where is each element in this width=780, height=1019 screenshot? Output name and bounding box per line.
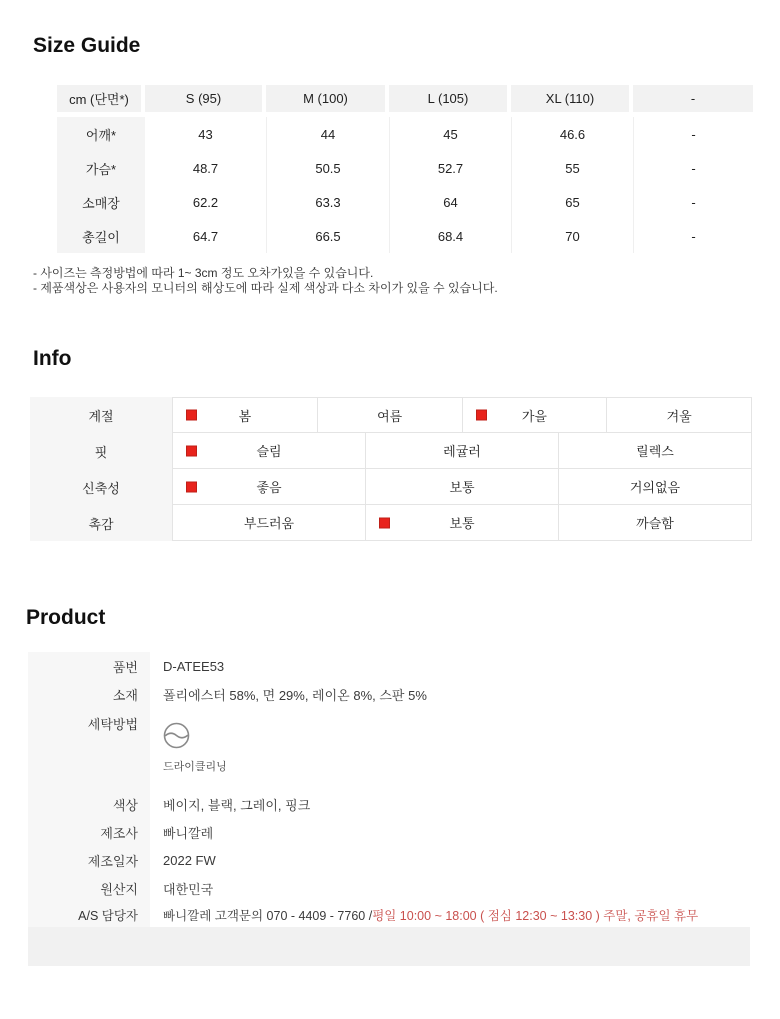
table-row	[57, 117, 753, 151]
product-row	[28, 818, 750, 846]
row-label-cell: 총길이	[57, 219, 145, 253]
product-row	[28, 790, 750, 818]
selected-marker-icon	[379, 517, 390, 528]
product-value-text: 빠니깔레	[163, 825, 214, 841]
info-option-label: 레귤러	[443, 444, 481, 459]
value-cell: 46.6	[511, 117, 633, 151]
info-option-cell	[366, 433, 559, 469]
info-row-label: 신축성	[30, 469, 172, 505]
value-cell: 65	[511, 185, 633, 219]
header-cell: -	[633, 85, 753, 112]
info-option-label: 거의없음	[629, 480, 681, 495]
info-option-label: 부드러움	[243, 516, 295, 531]
info-option-cell	[172, 469, 366, 505]
info-option-label: 좋음	[256, 480, 282, 495]
product-row-label: 원산지	[28, 874, 150, 902]
product-row-value	[163, 846, 216, 874]
product-row-label: 색상	[28, 790, 150, 818]
product-value-text: 빠니깔레 고객문의 070 - 4409 - 7760 /	[163, 909, 373, 923]
info-option-label: 슬림	[256, 444, 282, 459]
value-cell: 66.5	[266, 219, 389, 253]
product-value-text: 대한민국	[163, 881, 214, 897]
info-option-label: 까슬함	[636, 516, 674, 531]
value-cell: 55	[511, 151, 633, 185]
info-option-cell	[463, 397, 608, 433]
value-cell: 70	[511, 219, 633, 253]
value-cell: 68.4	[389, 219, 511, 253]
selected-marker-icon	[186, 445, 197, 456]
header-cell: XL (110)	[511, 85, 633, 112]
product-row-label: A/S 담당자	[28, 902, 150, 928]
table-row	[57, 151, 753, 185]
info-row-label: 계절	[30, 397, 172, 433]
product-value-text: 베이지, 블랙, 그레이, 핑크	[163, 797, 311, 813]
table-row	[57, 185, 753, 219]
product-table	[28, 652, 750, 928]
info-row	[30, 505, 752, 541]
header-cell: cm (단면*)	[57, 85, 145, 112]
product-row	[28, 652, 750, 680]
selected-marker-icon	[186, 410, 197, 421]
info-option-label: 보통	[449, 480, 475, 495]
product-value-text: D-ATEE53	[163, 658, 225, 674]
product-value-text: 폴리에스터 58%, 면 29%, 레이온 8%, 스판 5%	[163, 687, 427, 703]
header-cell: S (95)	[145, 85, 266, 112]
product-row-label: 제조사	[28, 818, 150, 846]
product-row-value	[163, 708, 227, 790]
value-cell: -	[633, 185, 753, 219]
info-title: Info	[33, 347, 72, 370]
product-row-label: 제조일자	[28, 846, 150, 874]
table-row	[57, 219, 753, 253]
selected-marker-icon	[476, 410, 487, 421]
header-cell: L (105)	[389, 85, 511, 112]
info-option-label: 릴렉스	[636, 444, 674, 459]
product-title: Product	[26, 606, 106, 629]
info-option-label: 여름	[377, 408, 403, 424]
value-cell: 45	[389, 117, 511, 151]
info-option-cell	[318, 397, 463, 433]
value-cell: 64	[389, 185, 511, 219]
row-label-cell: 어깨*	[57, 117, 145, 151]
info-option-cell	[172, 433, 366, 469]
info-row	[30, 397, 752, 433]
info-option-label: 보통	[449, 516, 475, 531]
dry-clean-caption: 드라이클리닝	[163, 761, 227, 773]
info-option-cell	[559, 469, 752, 505]
info-option-label: 봄	[238, 408, 252, 424]
dry-clean-icon	[163, 722, 190, 752]
footer-band	[28, 927, 750, 966]
header-cell: M (100)	[266, 85, 389, 112]
info-option-label: 겨울	[666, 408, 692, 424]
info-option-cell	[366, 505, 559, 541]
product-row	[28, 874, 750, 902]
value-cell: 50.5	[266, 151, 389, 185]
value-cell: 63.3	[266, 185, 389, 219]
value-cell: -	[633, 151, 753, 185]
product-row-value	[163, 874, 213, 902]
value-cell: 48.7	[192, 160, 219, 176]
product-row	[28, 680, 750, 708]
size-note: - 제품색상은 사용자의 모니터의 해상도에 따라 실제 색상과 다소 차이가 있을 수 있습니다.	[33, 281, 498, 295]
selected-marker-icon	[186, 481, 197, 492]
product-row-value	[163, 652, 224, 680]
value-cell: 44	[266, 117, 389, 151]
info-row	[30, 469, 752, 505]
product-row-label: 품번	[28, 652, 150, 680]
info-table	[30, 397, 752, 541]
size-guide-title: Size Guide	[33, 34, 141, 57]
size-guide-notes	[33, 266, 498, 296]
product-row	[28, 846, 750, 874]
info-row	[30, 433, 752, 469]
product-row-label: 세탁방법	[28, 708, 150, 790]
row-label-cell: 소매장	[57, 185, 145, 219]
product-row-value	[163, 680, 427, 708]
product-row	[28, 708, 750, 790]
as-hours-highlight: 평일 10:00 ~ 18:00 ( 점심 12:30 ~ 13:30 ) 주말, 공휴일 휴무	[372, 909, 699, 923]
product-row-value	[163, 902, 698, 928]
value-cell: 62.2	[192, 194, 219, 210]
info-option-cell	[559, 433, 752, 469]
product-row-value	[163, 818, 213, 846]
info-option-cell	[366, 469, 559, 505]
info-option-cell	[172, 397, 318, 433]
product-row	[28, 902, 750, 928]
value-cell: -	[633, 117, 753, 151]
value-cell: 43	[198, 126, 213, 142]
info-option-cell	[607, 397, 752, 433]
product-row-label: 소재	[28, 680, 150, 708]
product-value-text: 2022 FW	[163, 852, 216, 868]
value-cell: 52.7	[389, 151, 511, 185]
size-guide-table	[57, 85, 753, 253]
value-cell: 64.7	[192, 228, 219, 244]
info-row-label: 촉감	[30, 505, 172, 541]
info-option-cell	[172, 505, 366, 541]
info-row-label: 핏	[30, 433, 172, 469]
info-option-cell	[559, 505, 752, 541]
info-option-label: 가을	[521, 408, 547, 424]
table-header-row	[57, 85, 753, 112]
row-label-cell: 가슴*	[57, 151, 145, 185]
size-note: - 사이즈는 측정방법에 따라 1~ 3cm 정도 오차가있을 수 있습니다.	[33, 266, 374, 280]
value-cell: -	[633, 219, 753, 253]
product-row-value	[163, 790, 310, 818]
